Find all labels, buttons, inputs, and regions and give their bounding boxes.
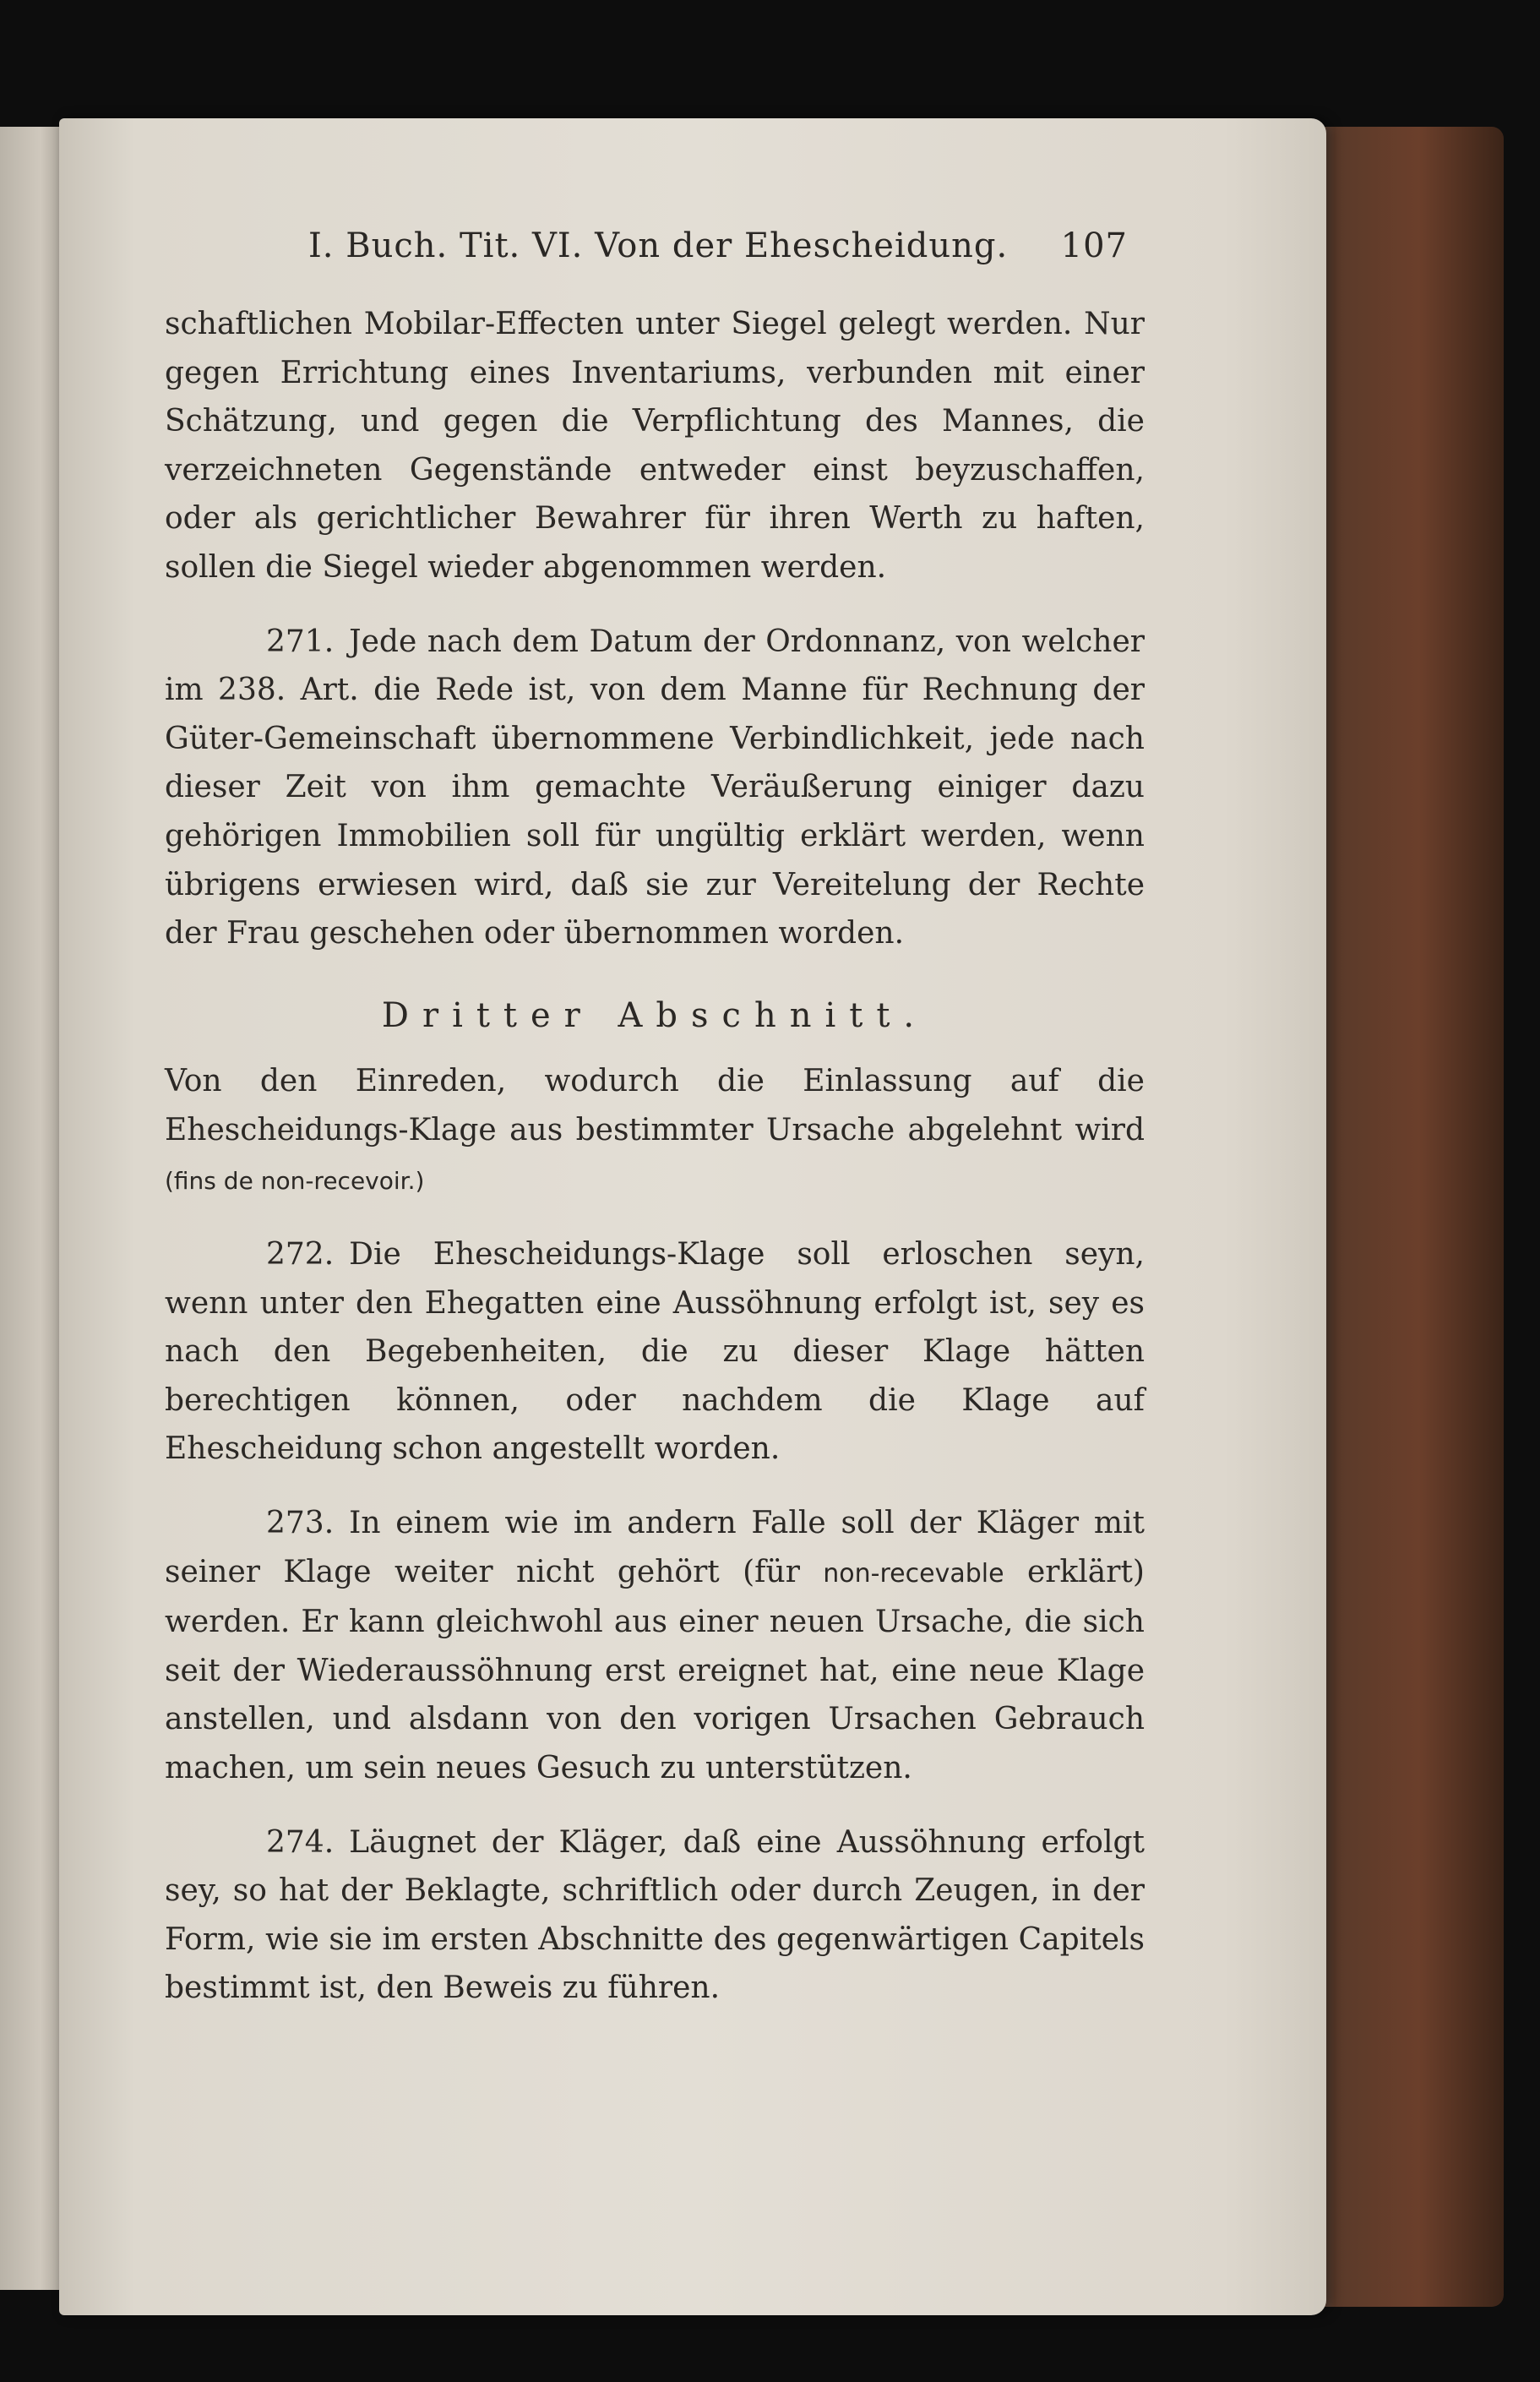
- paragraph-272: [165, 1230, 1145, 1474]
- latin-term: non-recevable: [823, 1558, 1004, 1589]
- paragraph-number: 274.: [266, 1824, 335, 1860]
- facing-page-edge: [0, 127, 68, 2290]
- continuation-paragraph: schaftlichen Mobilar-Effecten unter Siegel gelegt werden. Nur gegen Errichtung eines Inventariums, verbunden mit einer Schätzung, und gegen die Verpflichtung des Mannes, die verzeichneten Gegenstände entweder einst beyzuschaffen, oder als gerichtlicher Bewahrer für ihren Werth zu haften, sollen die Siegel wieder abgenommen werden.: [165, 307, 1145, 585]
- section-title: Dritter Abschnitt.: [381, 995, 928, 1035]
- paragraph-text-continued: erklärt) werden. Er kann gleichwohl aus einer neuen Ursache, die sich seit der Wiederaussöhnung erst ereignet hat, eine neue Klage anstellen, und alsdann von den vorigen Ursachen Gebrauch machen, um sein neues Gesuch zu unterstützen.: [165, 1554, 1145, 1786]
- paragraph-271: [165, 618, 1145, 958]
- paragraph-274: [165, 1818, 1145, 2013]
- paragraph-273: [165, 1499, 1145, 1793]
- page-number: 107: [1060, 226, 1128, 265]
- paragraph-text: Die Ehescheidungs-Klage soll erloschen seyn, wenn unter den Ehegatten eine Aussöhnung erfolgt ist, sey es nach den Begebenheiten, die zu dieser Klage hätten berechtigen können, oder nachdem die Klage auf Ehescheidung schon angestellt worden.: [165, 1237, 1145, 1467]
- paragraph-text: In einem wie im andern Falle soll der Kläger mit seiner Klage weiter nicht gehört (für: [165, 1506, 1145, 1589]
- paragraph-text: Jede nach dem Datum der Ordonnanz, von welcher im 238. Art. die Rede ist, von dem Manne für Rechnung der Güter-Gemeinschaft übernommene Verbindlichkeit, jede nach dieser Zeit von ihm gemachte Veräußerung einiger dazu gehörigen Immobilien soll für ungültig erklärt werden, wenn übrigens erwiesen wird, daß sie zur Vereitelung der Rechte der Frau geschehen oder übernommen worden.: [165, 624, 1145, 951]
- section-subtitle-text: Von den Einreden, wodurch die Einlassung auf die Ehescheidungs-Klage aus bestimmter Ursache abgelehnt wird: [165, 1064, 1145, 1147]
- running-head: [308, 226, 1128, 277]
- paragraph-number: 272.: [266, 1237, 335, 1273]
- section-subtitle-latin: (fins de non-recevoir.): [165, 1166, 425, 1195]
- running-head-title: I. Buch. Tit. VI. Von der Ehescheidung.: [308, 226, 1009, 265]
- paragraph-text: Läugnet der Kläger, daß eine Aussöhnung erfolgt sey, so hat der Beklagte, schriftlich oder durch Zeugen, in der Form, wie sie im ersten Abschnitte des gegenwärtigen Capitels bestimmt ist, den Beweis zu führen.: [165, 1824, 1145, 2006]
- paragraph-number: 271.: [266, 624, 335, 659]
- section-subtitle: [165, 1057, 1145, 1205]
- body-text: [165, 300, 1145, 2013]
- paragraph-number: 273.: [266, 1506, 335, 1541]
